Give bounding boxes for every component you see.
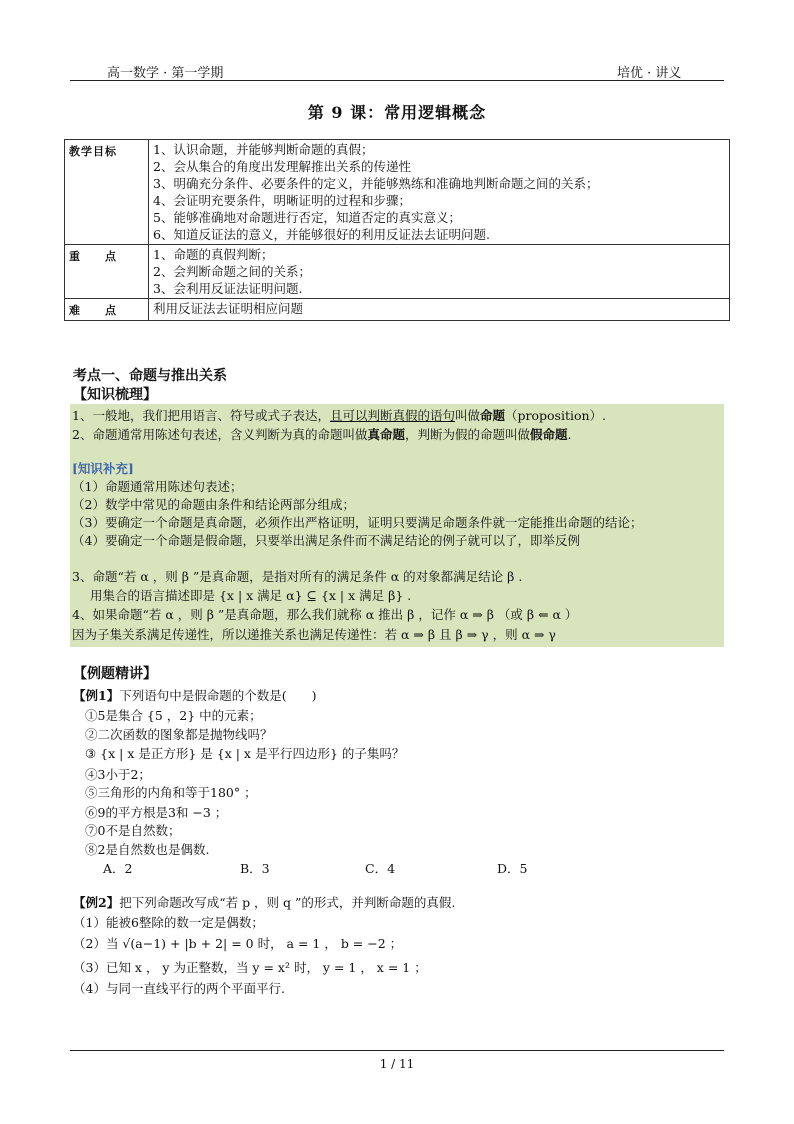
list-item: （1）能被6整除的数一定是偶数； bbox=[73, 915, 264, 930]
list-item: ①5是集合 {5 ，2} 中的元素； bbox=[85, 708, 262, 723]
examples-heading: 【例题精讲】 bbox=[73, 666, 157, 682]
list-item: ③ {x | x 是正方形} 是 {x | x 是平行四边形} 的子集吗？ bbox=[85, 746, 405, 761]
list-item: （2）当 √(a−1) + |b + 2| = 0 时， a = 1 ， b = −2 ； bbox=[73, 936, 403, 951]
option-b: B．3 bbox=[240, 861, 270, 876]
list-item: ②二次函数的图象都是抛物线吗？ bbox=[85, 727, 273, 742]
option-a: A．2 bbox=[103, 861, 133, 876]
text: 2、命题通常用陈述句表述，含义判断为真的命题叫做 bbox=[72, 427, 368, 442]
list-item: 2、会判断命题之间的关系； bbox=[153, 264, 311, 279]
list-item: 2、会从集合的角度出发理解推出关系的传递性 bbox=[153, 159, 411, 174]
bold-term: 真命题 bbox=[367, 427, 405, 442]
list-item: 5、能够准确地对命题进行否定，知道否定的真实意义； bbox=[153, 210, 461, 225]
question-text: 下列语句中是假命题的个数是( ) bbox=[119, 688, 317, 703]
bold-term: 命题 bbox=[480, 408, 506, 423]
list-item: 3、明确充分条件、必要条件的定义，并能够熟练和准确地判断命题之间的关系； bbox=[153, 176, 599, 191]
list-item: ⑤三角形的内角和等于180° ； bbox=[85, 785, 257, 800]
list-item: （3）要确定一个命题是真命题，必须作出严格证明，证明只要满足命题条件就一定能推出命题的结论； bbox=[72, 515, 643, 530]
page-number: 1 / 11 bbox=[379, 1057, 415, 1071]
footer-divider bbox=[70, 1050, 724, 1051]
underlined-text: 且可以判断真假的语句 bbox=[329, 408, 455, 423]
list-item: 利用反证法去证明相应问题 bbox=[153, 301, 304, 316]
row-label-goals: 教学目标 bbox=[65, 140, 149, 245]
list-item: （4）与同一直线平行的两个平面平行. bbox=[73, 981, 285, 996]
row-content-difficulty bbox=[149, 299, 730, 321]
header-type: 培优 · 讲义 bbox=[617, 66, 682, 81]
text: . bbox=[567, 427, 572, 442]
list-item: ④3小于2； bbox=[85, 767, 151, 782]
list-item: 4、会证明充要条件，明晰证明的过程和步骤； bbox=[153, 193, 411, 208]
list-item: （2）数学中常见的命题由条件和结论两部分组成； bbox=[72, 497, 355, 512]
question-text: 把下列命题改写成“若 p ，则 q ”的形式，并判断命题的真假. bbox=[119, 895, 456, 910]
page-title: 第 9 课：常用逻辑概念 bbox=[307, 103, 487, 122]
header-divider bbox=[70, 80, 724, 81]
bold-term: 假命题 bbox=[530, 427, 568, 442]
list-item: ⑦0不是自然数； bbox=[85, 823, 181, 838]
list-item: ⑥9的平方根是3和 −3 ； bbox=[85, 805, 228, 820]
row-content-goals bbox=[149, 140, 730, 245]
knowledge-p4: 4、如果命题“若 α ，则 β ”是真命题，那么我们就称 α 推出 β ，记作 α ⇒ β （或 β ⇐ α ） bbox=[72, 607, 578, 622]
text: （proposition）. bbox=[505, 408, 607, 423]
row-label-key-points: 重 点 bbox=[65, 245, 149, 299]
example-2-question bbox=[73, 893, 455, 911]
supplement-heading: [知识补充] bbox=[72, 461, 134, 476]
example-label: 【例1】 bbox=[73, 688, 120, 703]
list-item: 1、认识命题，并能够判断命题的真假； bbox=[153, 142, 374, 157]
table-row bbox=[65, 245, 730, 299]
text: 叫做 bbox=[454, 408, 480, 423]
header-course: 高一数学 · 第一学期 bbox=[107, 66, 224, 81]
option-d: D．5 bbox=[497, 861, 528, 876]
list-item: ⑧2是自然数也是偶数. bbox=[85, 842, 210, 857]
list-item: （4）要确定一个命题是假命题，只要举出满足条件而不满足结论的例子就可以了，即举反例 bbox=[72, 533, 580, 548]
example-label: 【例2】 bbox=[73, 895, 120, 910]
knowledge-p1 bbox=[72, 406, 606, 424]
knowledge-p2 bbox=[72, 425, 572, 443]
objectives-table bbox=[64, 139, 730, 321]
row-content-key-points bbox=[149, 245, 730, 299]
example-1-question bbox=[73, 686, 316, 704]
list-item: 3、会利用反证法证明问题. bbox=[153, 281, 303, 296]
knowledge-p5: 因为子集关系满足传递性，所以递推关系也满足传递性：若 α ⇒ β 且 β ⇒ γ ，则 α ⇒ γ bbox=[72, 627, 556, 642]
section-title: 考点一、命题与推出关系 bbox=[73, 368, 227, 384]
knowledge-heading: 【知识梳理】 bbox=[73, 387, 157, 403]
text: ，判断为假的命题叫做 bbox=[404, 427, 530, 442]
knowledge-p3: 3、命题“若 α ，则 β ”是真命题，是指对所有的满足条件 α 的对象都满足结论 β . bbox=[72, 569, 523, 584]
knowledge-box bbox=[70, 404, 724, 647]
table-row bbox=[65, 140, 730, 245]
list-item: （1）命题通常用陈述句表述； bbox=[72, 479, 243, 494]
text: 1、一般地，我们把用语言、符号或式子表达， bbox=[72, 408, 330, 423]
knowledge-p3b: 用集合的语言描述即是 {x | x 满足 α} ⊆ {x | x 满足 β} . bbox=[90, 588, 412, 603]
row-label-difficulty: 难 点 bbox=[65, 299, 149, 321]
list-item: 6、知道反证法的意义，并能够很好的利用反证法去证明问题. bbox=[153, 227, 490, 242]
table-row bbox=[65, 299, 730, 321]
option-c: C．4 bbox=[365, 861, 396, 876]
list-item: 1、命题的真假判断； bbox=[153, 247, 274, 262]
list-item: （3）已知 x ， y 为正整数，当 y = x² 时， y = 1 ， x = 1 ； bbox=[73, 960, 427, 975]
